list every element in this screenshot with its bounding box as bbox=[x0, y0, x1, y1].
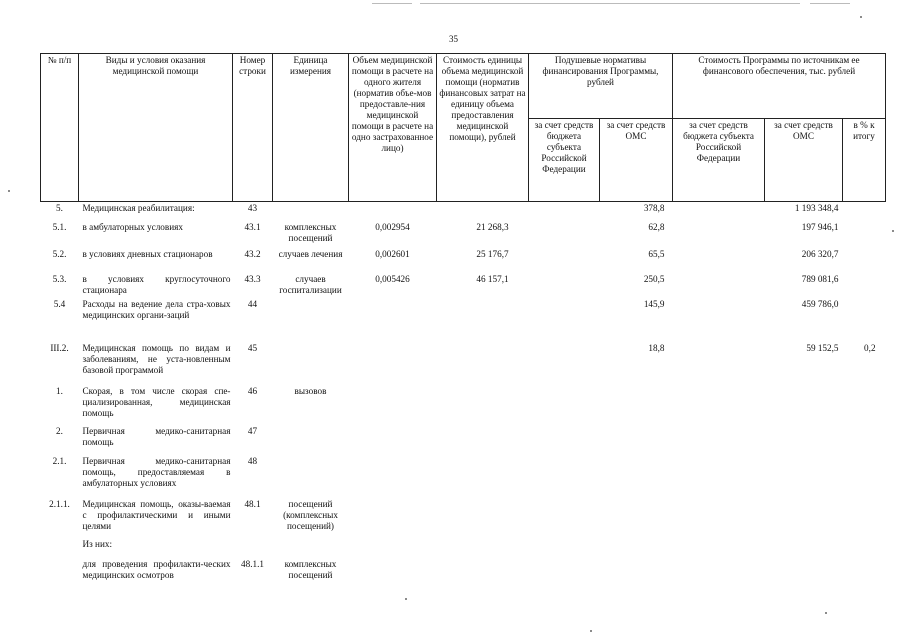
row-line-number: 43 bbox=[233, 202, 273, 222]
row-per-capita-budget bbox=[529, 456, 600, 499]
row-volume: 0,005426 bbox=[375, 273, 410, 284]
row-number: 1. bbox=[56, 385, 63, 396]
header-unit: Единица измерения bbox=[273, 54, 349, 202]
row-number bbox=[41, 559, 79, 583]
program-cost-table bbox=[40, 53, 886, 583]
row-line-number: 46 bbox=[247, 385, 258, 396]
row-cost-oms bbox=[765, 539, 843, 559]
scan-artifact-line bbox=[420, 3, 800, 4]
row-cost-oms: 459 786,0 bbox=[801, 298, 839, 309]
scan-artifact-line bbox=[810, 3, 850, 4]
row-volume bbox=[349, 426, 437, 456]
row-care-kind: Скорая, в том числе скорая спе-циализированная, медицинская помощь bbox=[82, 385, 231, 418]
row-number: 5.1. bbox=[52, 221, 67, 232]
row-per-capita-budget bbox=[529, 559, 600, 583]
row-unit-cost bbox=[437, 202, 529, 222]
row-cost-oms bbox=[765, 456, 843, 499]
row-unit-cost bbox=[437, 499, 529, 539]
row-cost-budget bbox=[673, 299, 765, 343]
row-per-capita-oms bbox=[600, 499, 673, 539]
row-number: III.2. bbox=[50, 342, 69, 353]
row-line-number: 45 bbox=[247, 342, 258, 353]
row-volume bbox=[349, 559, 437, 583]
header-per-capita-budget: за счет средств бюджета субъекта Российской Федерации bbox=[529, 119, 600, 202]
header-unit-cost: Стоимость единицы объема медицинской помощи (норматив финансовых затрат на единицу объема предоставления медицинской помощи), рублей bbox=[437, 54, 529, 202]
table-row bbox=[41, 386, 886, 426]
row-volume bbox=[349, 386, 437, 426]
header-line-number: Номер строки bbox=[233, 54, 273, 202]
row-care-kind: Медицинская реабилитация: bbox=[79, 202, 233, 222]
row-care-kind: Первичная медико-санитарная помощь, предоставляемая в амбулаторных условиях bbox=[82, 455, 231, 488]
row-cost-budget bbox=[673, 499, 765, 539]
row-unit: вызовов bbox=[294, 385, 327, 396]
row-number: 5.3. bbox=[52, 273, 67, 284]
table-row bbox=[41, 456, 886, 499]
row-unit: комплексных посещений bbox=[284, 221, 337, 243]
row-per-capita-budget bbox=[529, 249, 600, 274]
row-per-capita-budget bbox=[529, 499, 600, 539]
scan-artifact-line bbox=[372, 3, 412, 4]
row-line-number: 43.3 bbox=[244, 273, 261, 284]
row-volume bbox=[349, 299, 437, 343]
header-cost-percent: в % к итогу bbox=[843, 119, 886, 202]
header-program-cost: Стоимость Программы по источникам ее финансового обеспечения, тыс. рублей bbox=[673, 54, 886, 119]
row-care-kind: для проведения профилакти-ческих медицинских осмотров bbox=[82, 558, 231, 580]
row-cost-percent bbox=[843, 559, 886, 583]
row-cost-percent bbox=[843, 499, 886, 539]
row-care-kind: Из них: bbox=[82, 538, 113, 549]
header-cost-budget: за счет средств бюджета субъекта Российской Федерации bbox=[673, 119, 765, 202]
row-per-capita-oms: 65,5 bbox=[648, 248, 665, 259]
row-per-capita-budget bbox=[529, 274, 600, 299]
row-unit-cost bbox=[437, 426, 529, 456]
header-volume: Объем медицинской помощи в расчете на одного жителя (норматив объе-мов предоставле-ния медицинской помощи в расчете на одно застрахованное лицо) bbox=[349, 54, 437, 202]
row-unit bbox=[273, 539, 349, 559]
row-cost-oms bbox=[765, 499, 843, 539]
table-row bbox=[41, 202, 886, 222]
table-row bbox=[41, 539, 886, 559]
row-per-capita-oms bbox=[600, 426, 673, 456]
row-cost-oms bbox=[765, 559, 843, 583]
row-cost-budget bbox=[673, 456, 765, 499]
row-care-kind: Медицинская помощь по видам и заболеваниям, не уста-новленным базовой программой bbox=[82, 342, 231, 375]
row-per-capita-oms bbox=[600, 386, 673, 426]
row-cost-budget bbox=[673, 202, 765, 222]
row-line-number: 44 bbox=[247, 298, 258, 309]
row-unit-cost bbox=[437, 456, 529, 499]
scan-speck bbox=[8, 190, 10, 192]
row-cost-percent bbox=[843, 274, 886, 299]
page-number: 35 bbox=[449, 34, 458, 44]
row-per-capita-budget bbox=[529, 222, 600, 249]
row-unit bbox=[273, 299, 349, 343]
row-care-kind: в условиях круглосуточного стационара bbox=[82, 273, 231, 295]
scan-speck bbox=[590, 630, 592, 632]
row-unit-cost bbox=[437, 343, 529, 386]
scan-speck bbox=[405, 598, 407, 600]
table-row bbox=[41, 274, 886, 299]
row-volume bbox=[349, 202, 437, 222]
row-volume: 0,002954 bbox=[375, 221, 410, 232]
row-unit bbox=[273, 426, 349, 456]
row-volume bbox=[349, 343, 437, 386]
header-number: № п/п bbox=[41, 54, 79, 202]
row-cost-budget bbox=[673, 222, 765, 249]
row-cost-budget bbox=[673, 274, 765, 299]
row-number: 5.2. bbox=[52, 248, 67, 259]
table-row bbox=[41, 499, 886, 539]
table-row bbox=[41, 299, 886, 343]
row-number: 2.1. bbox=[52, 455, 67, 466]
row-care-kind: в амбулаторных условиях bbox=[82, 221, 183, 232]
row-number: 5. bbox=[41, 202, 79, 222]
row-per-capita-oms: 62,8 bbox=[648, 221, 665, 232]
row-per-capita-oms: 250,5 bbox=[643, 273, 665, 284]
row-cost-oms bbox=[765, 386, 843, 426]
row-cost-budget bbox=[673, 343, 765, 386]
row-per-capita-budget bbox=[529, 386, 600, 426]
row-cost-percent bbox=[843, 456, 886, 499]
row-line-number bbox=[233, 539, 273, 559]
row-per-capita-oms bbox=[600, 539, 673, 559]
row-line-number: 47 bbox=[247, 425, 258, 436]
row-unit: посещений (комплексных посещений) bbox=[283, 498, 338, 531]
row-unit-cost: 21 268,3 bbox=[476, 221, 509, 232]
row-per-capita-budget bbox=[529, 202, 600, 222]
row-line-number: 48 bbox=[247, 455, 258, 466]
row-line-number: 48.1 bbox=[244, 498, 261, 509]
row-care-kind: Расходы на ведение дела стра-ховых медицинских органи-заций bbox=[82, 298, 231, 320]
row-per-capita-oms: 378,8 bbox=[600, 202, 673, 222]
row-unit bbox=[273, 343, 349, 386]
row-cost-percent bbox=[843, 299, 886, 343]
row-unit: случаев лечения bbox=[278, 248, 343, 259]
row-per-capita-budget bbox=[529, 343, 600, 386]
header-per-capita-oms: за счет средств ОМС bbox=[600, 119, 673, 202]
row-cost-oms: 789 081,6 bbox=[801, 273, 839, 284]
row-volume: 0,002601 bbox=[375, 248, 410, 259]
row-per-capita-oms bbox=[600, 559, 673, 583]
row-cost-oms: 1 193 348,4 bbox=[765, 202, 843, 222]
header-care-kind: Виды и условия оказания медицинской помощи bbox=[79, 54, 233, 202]
header-per-capita: Подушевые нормативы финансирования Программы, рублей bbox=[529, 54, 673, 119]
row-unit: комплексных посещений bbox=[284, 558, 337, 580]
table-row bbox=[41, 249, 886, 274]
scan-speck bbox=[825, 612, 827, 614]
row-line-number: 48.1.1 bbox=[241, 558, 264, 569]
row-cost-budget bbox=[673, 249, 765, 274]
row-care-kind: Первичная медико-санитарная помощь bbox=[82, 425, 231, 447]
row-unit: случаев госпитализации bbox=[279, 273, 342, 295]
row-care-kind: Медицинская помощь, оказы-ваемая с профилактическими и иными целями bbox=[82, 498, 231, 531]
row-unit-cost: 25 176,7 bbox=[476, 248, 509, 259]
row-unit bbox=[273, 202, 349, 222]
row-cost-budget bbox=[673, 539, 765, 559]
row-unit-cost: 46 157,1 bbox=[476, 273, 509, 284]
row-cost-percent bbox=[843, 249, 886, 274]
row-volume bbox=[349, 499, 437, 539]
row-per-capita-budget bbox=[529, 539, 600, 559]
row-unit-cost bbox=[437, 539, 529, 559]
row-per-capita-budget bbox=[529, 299, 600, 343]
scan-speck bbox=[892, 230, 894, 232]
row-cost-budget bbox=[673, 559, 765, 583]
row-unit-cost bbox=[437, 559, 529, 583]
row-number bbox=[41, 539, 79, 559]
row-cost-percent bbox=[843, 539, 886, 559]
table-body bbox=[41, 202, 886, 583]
row-volume bbox=[349, 456, 437, 499]
row-number: 5.4 bbox=[53, 298, 66, 309]
row-per-capita-oms: 145,9 bbox=[643, 298, 665, 309]
row-cost-oms: 59 152,5 bbox=[806, 342, 839, 353]
row-cost-oms: 206 320,7 bbox=[801, 248, 839, 259]
scan-speck bbox=[860, 16, 862, 18]
row-cost-budget bbox=[673, 426, 765, 456]
row-per-capita-oms bbox=[600, 456, 673, 499]
row-unit-cost bbox=[437, 386, 529, 426]
row-unit bbox=[273, 456, 349, 499]
row-line-number: 43.2 bbox=[244, 248, 261, 259]
row-care-kind: в условиях дневных стационаров bbox=[82, 248, 213, 259]
row-cost-percent: 0,2 bbox=[864, 342, 876, 353]
row-cost-oms bbox=[765, 426, 843, 456]
table-row bbox=[41, 426, 886, 456]
row-cost-percent bbox=[843, 202, 886, 222]
table-row bbox=[41, 559, 886, 583]
row-number: 2.1.1. bbox=[49, 498, 70, 509]
row-per-capita-oms: 18,8 bbox=[648, 342, 665, 353]
row-number: 2. bbox=[56, 425, 63, 436]
row-cost-budget bbox=[673, 386, 765, 426]
row-volume bbox=[349, 539, 437, 559]
table-row bbox=[41, 222, 886, 249]
row-cost-percent bbox=[843, 426, 886, 456]
row-cost-percent bbox=[843, 222, 886, 249]
row-cost-oms: 197 946,1 bbox=[801, 221, 839, 232]
row-unit-cost bbox=[437, 299, 529, 343]
row-per-capita-budget bbox=[529, 426, 600, 456]
row-line-number: 43.1 bbox=[244, 221, 261, 232]
table-row bbox=[41, 343, 886, 386]
row-cost-percent bbox=[843, 386, 886, 426]
header-cost-oms: за счет средств ОМС bbox=[765, 119, 843, 202]
